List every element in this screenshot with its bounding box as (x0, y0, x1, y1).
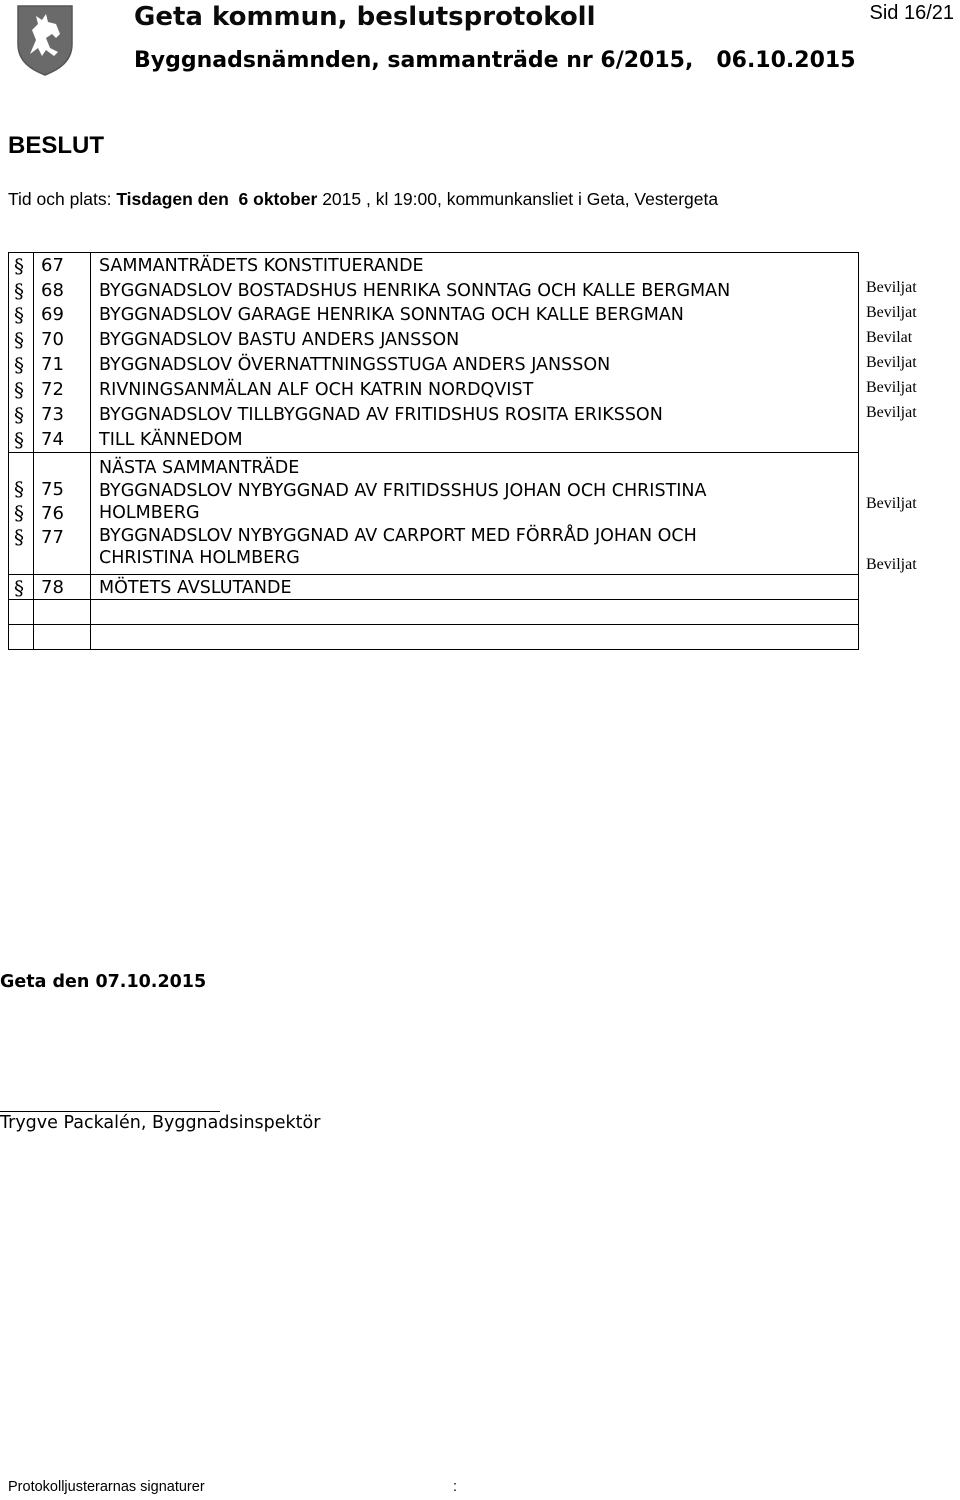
item-status: Beviljat (866, 404, 917, 421)
item-status: Beviljat (866, 279, 917, 296)
paragraph-icon: § (14, 328, 24, 352)
item-status: Beviljat (866, 495, 917, 512)
paragraph-icon: § (14, 303, 24, 327)
item-title: SAMMANTRÄDETS KONSTITUERANDE (99, 256, 424, 276)
item-number: 77 (41, 527, 64, 548)
document-title: Geta kommun, beslutsprotokoll (134, 2, 596, 32)
meeting-day: Tisdagen den (116, 189, 229, 209)
item-number: 72 (41, 379, 64, 400)
meeting-info (134, 48, 856, 73)
paragraph-icon: § (14, 576, 24, 600)
item-status: Bevilat (866, 329, 913, 346)
time-place-rest: 2015 , kl 19:00, kommunkansliet i Geta, Vestergeta (322, 189, 719, 209)
signature-place-date: Geta den 07.10.2015 (0, 972, 207, 992)
item-number: 68 (41, 280, 64, 301)
item-number: 67 (41, 255, 64, 276)
meeting-date-text: 6 oktober (238, 189, 318, 209)
meeting-date: 06.10.2015 (716, 48, 856, 73)
item-title: BYGGNADSLOV GARAGE HENRIKA SONNTAG OCH KALLE BERGMAN (99, 305, 684, 325)
paragraph-icon: § (14, 501, 24, 525)
item-title: RIVNINGSANMÄLAN ALF OCH KATRIN NORDQVIST (99, 380, 534, 400)
item-number: 71 (41, 354, 64, 375)
item-title: NÄSTA SAMMANTRÄDE (99, 458, 300, 478)
item-number: 70 (41, 329, 64, 350)
signer-name: Trygve Packalén, Byggnadsinspektör (0, 1113, 321, 1133)
paragraph-icon: § (14, 353, 24, 377)
coat-of-arms-icon (16, 4, 74, 76)
paragraph-icon: § (14, 403, 24, 427)
item-title: BYGGNADSLOV NYBYGGNAD AV FRITIDSSHUS JOHAN OCH CHRISTINA (99, 481, 707, 501)
item-status: Beviljat (866, 354, 917, 371)
item-status: Beviljat (866, 304, 917, 321)
footer-colon: : (453, 1479, 458, 1495)
signature-line (0, 1111, 220, 1112)
item-title: BYGGNADSLOV BASTU ANDERS JANSSON (99, 330, 460, 350)
item-number: 69 (41, 304, 64, 325)
footer-signatures-label: Protokolljusterarnas signaturer (8, 1479, 205, 1495)
paragraph-icon: § (14, 428, 24, 452)
item-title: MÖTETS AVSLUTANDE (99, 578, 292, 598)
item-number: 75 (41, 479, 64, 500)
item-title: CHRISTINA HOLMBERG (99, 548, 300, 568)
paragraph-icon: § (14, 254, 24, 278)
page-number: Sid 16/21 (869, 2, 954, 24)
item-title: BYGGNADSLOV TILLBYGGNAD AV FRITIDSHUS ROSITA ERIKSSON (99, 405, 663, 425)
paragraph-icon: § (14, 525, 24, 549)
paragraph-icon: § (14, 477, 24, 501)
time-place-label: Tid och plats: (8, 189, 112, 209)
paragraph-icon: § (14, 279, 24, 303)
item-status: Beviljat (866, 379, 917, 396)
paragraph-icon: § (14, 378, 24, 402)
item-title: HOLMBERG (99, 503, 200, 523)
item-number: 78 (41, 577, 64, 598)
item-title: TILL KÄNNEDOM (99, 430, 243, 450)
section-title: BESLUT (8, 132, 104, 159)
item-number: 73 (41, 404, 64, 425)
item-title: BYGGNADSLOV BOSTADSHUS HENRIKA SONNTAG OCH KALLE BERGMAN (99, 281, 731, 301)
item-title: BYGGNADSLOV NYBYGGNAD AV CARPORT MED FÖRRÅD JOHAN OCH (99, 526, 697, 546)
item-status: Beviljat (866, 556, 917, 573)
item-title: BYGGNADSLOV ÖVERNATTNINGSSTUGA ANDERS JANSSON (99, 355, 611, 375)
time-and-place (8, 189, 718, 210)
meeting-name: Byggnadsnämnden, sammanträde nr 6/2015, (134, 48, 694, 73)
item-number: 76 (41, 503, 64, 524)
item-number: 74 (41, 429, 64, 450)
